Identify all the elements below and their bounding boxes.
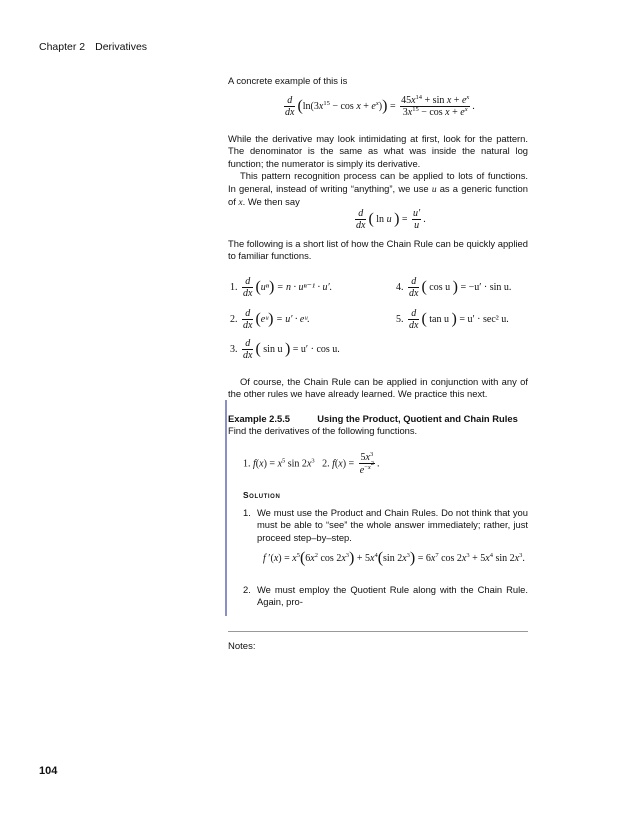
example-functions: 1. $f(x) = x^5$ $\sin 2x^3$ 2. f(x) = $\frac{5x^3}{e^{-x^2}}$ . (243, 451, 380, 476)
solution-equation: f $'(x) = x^5(6x^2$ $\cos 2x^3) + 5x^4(\sin$ $2x^3) = 6x^7$ $\cos 2x^3 + 5x^4$ $\sin 2x^3$. (263, 549, 525, 567)
explanation-block (228, 133, 528, 209)
rule-3: 3. $\frac{d}{dx}$ ( sin u ) = u′ · cos u. (230, 338, 340, 361)
page-number: 104 (39, 765, 58, 777)
solution-item-2: 2. We must employ the Quotient Rule along with the Chain Rule. Again, pro- (243, 584, 528, 608)
intro-sentence: A concrete example of this is (228, 75, 348, 86)
example-header (228, 413, 528, 438)
equation-example: $\frac{d}{dx}$ $(\ln(3x^{15} - \cos x + e^x))$ = $\frac{45x^{14} + \sin x + e^x}{3x^{15} - \cos x + e^x}$ . (285, 94, 475, 118)
notes-divider (228, 631, 528, 632)
paragraph-4-block (228, 376, 528, 401)
chapter-header (39, 41, 147, 53)
equation-ln-u: $\frac{d}{dx}$ ( ln u ) = $\frac{u'}{u}$ . (356, 208, 426, 231)
intro-text (228, 75, 528, 87)
paragraph-3-block (228, 238, 528, 263)
chapter-label: Chapter 2 (39, 41, 86, 53)
paragraph-3: The following is a short list of how the Chain Rule can be quickly applied to familiar functions. (228, 238, 528, 262)
example-margin-bar (225, 400, 227, 616)
paragraph-4: Of course, the Chain Rule can be applied in conjunction with any of the other rules we have already learned. We practice this next. (228, 376, 528, 400)
solution-item-1-text: We must use the Product and Chain Rules. Do not think that you must be able to “see” the whole answer immediately; rather, just proceed step–by–step. (257, 507, 528, 543)
rule-1: 1. $\frac{d}{dx}$ (uⁿ) = n · uⁿ⁻¹ · u′. (230, 276, 333, 299)
paragraph-1: While the derivative may look intimidating at first, look for the pattern. The denominator is the same as what was inside the natural log function; the numerator is simply its derivative. (228, 133, 528, 169)
solution-item-1: 1. We must use the Product and Chain Rules. Do not think that you must be able to “see” the whole answer immediately; rather, just proceed step–by–step. (243, 507, 528, 543)
example-label: Example 2.5.5 (228, 413, 291, 424)
rule-2: 2. $\frac{d}{dx}$ (eᵘ) = u′ · eᵘ. (230, 308, 310, 331)
example-prompt: Find the derivatives of the following functions. (228, 425, 418, 437)
solution-label: Solution (243, 490, 281, 500)
rule-5: 5. $\frac{d}{dx}$ ( tan u ) = u′ · sec² u. (396, 308, 509, 331)
paragraph-2: This pattern recognition process can be applied to lots of functions. In general, instead of writing “anything”, we use u as a generic function of x. We then say (228, 170, 528, 209)
chapter-title: Derivatives (95, 41, 148, 53)
solution-item-2-text: We must employ the Quotient Rule along with the Chain Rule. Again, pro- (257, 584, 528, 608)
example-title: Using the Product, Quotient and Chain Rules (317, 413, 518, 424)
notes-label: Notes: (228, 641, 256, 652)
rule-4: 4. $\frac{d}{dx}$ ( cos u ) = −u′ · sin u. (396, 276, 512, 299)
